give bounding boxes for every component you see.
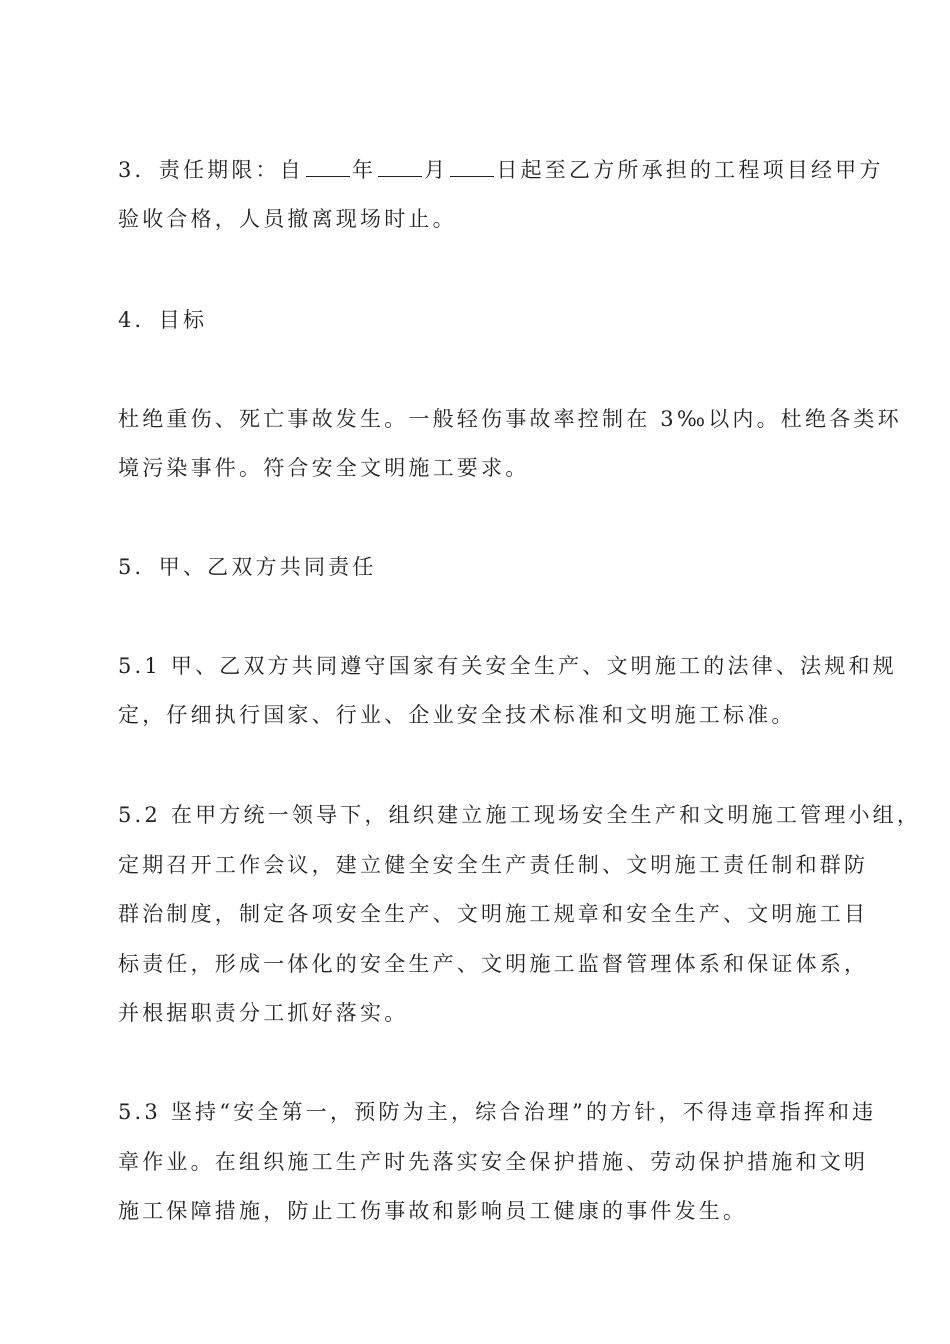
clause-3-line-1 <box>118 155 884 185</box>
section-4-heading: 4．目标 <box>118 308 208 332</box>
goal-line-1: 杜绝重伤、死亡事故发生。一般轻伤事故率控制在 3‰以内。杜绝各类环 <box>118 407 902 431</box>
clause-5-3-line-1: 5.3 坚持“安全第一，预防为主，综合治理”的方针，不得违章指挥和违 <box>118 1100 877 1124</box>
clause-5-2-line-5: 并根据职责分工抓好落实。 <box>118 1001 409 1025</box>
year-label: 年 <box>351 158 377 182</box>
clause-5-2-line-2: 定期召开工作会议，建立健全安全生产责任制、文明施工责任制和群防 <box>118 853 869 877</box>
clause-5-1-line-1: 5.1 甲、乙双方共同遵守国家有关安全生产、文明施工的法律、法规和规 <box>118 654 897 678</box>
goal-line-2: 境污染事件。符合安全文明施工要求。 <box>118 456 530 480</box>
clause-3-line-2: 验收合格，人员撤离现场时止。 <box>118 207 457 231</box>
clause-5-2-line-1: 5.2 在甲方统一领导下，组织建立施工现场安全生产和文明施工管理小组， <box>118 803 922 827</box>
year-blank <box>306 158 350 177</box>
month-label: 月 <box>424 158 449 182</box>
clause-5-2-line-4: 标责任，形成一体化的安全生产、文明施工监督管理体系和保证体系， <box>118 952 869 976</box>
clause-5-2-line-3: 群治制度，制定各项安全生产、文明施工规章和安全生产、文明施工目 <box>118 902 869 926</box>
section-5-heading: 5．甲、乙双方共同责任 <box>118 555 377 579</box>
clause-5-3-line-3: 施工保障措施，防止工伤事故和影响员工健康的事件发生。 <box>118 1199 748 1223</box>
clause-5-1-line-2: 定，仔细执行国家、行业、企业安全技术标准和文明施工标准。 <box>118 703 796 727</box>
month-blank <box>378 158 422 177</box>
clause-3-tail: 日起至乙方所承担的工程项目经甲方 <box>496 158 884 182</box>
clause-5-3-line-2: 章作业。在组织施工生产时先落实安全保护措施、劳动保护措施和文明 <box>118 1150 869 1174</box>
clause-3-lead: 3．责任期限：自 <box>118 158 304 182</box>
day-blank <box>450 158 494 177</box>
